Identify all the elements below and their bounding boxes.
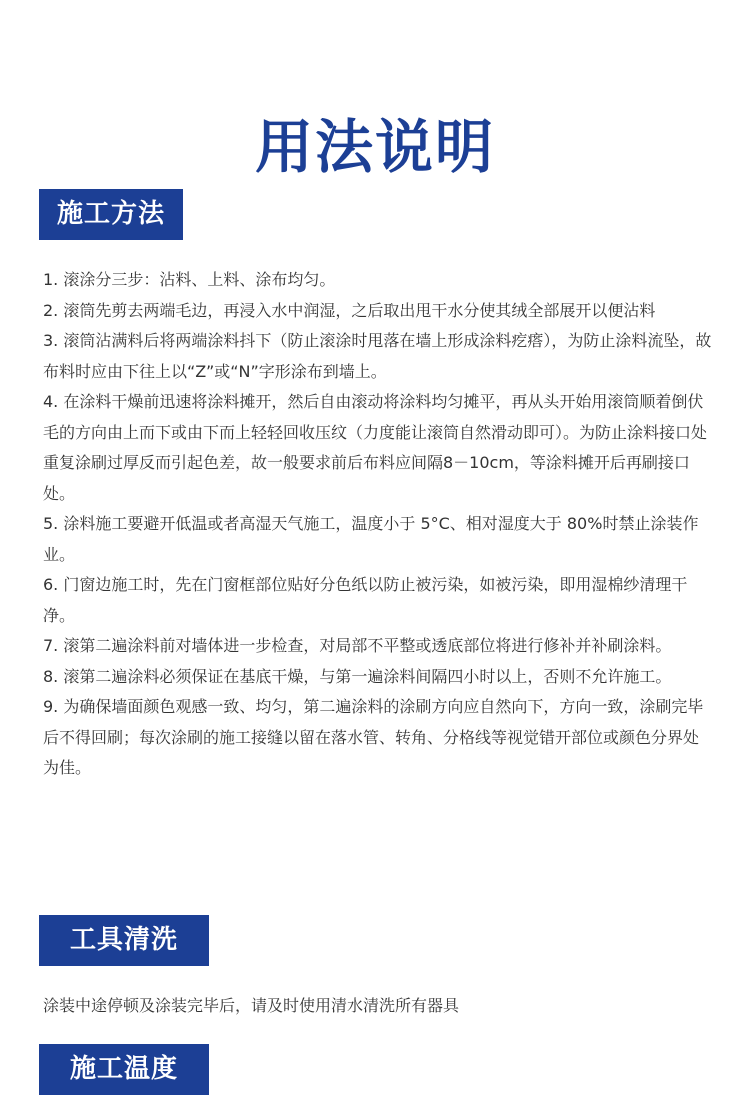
section-heading-cleaning: 工具清洗 xyxy=(39,915,209,966)
method-step-6: 6. 门窗边施工时，先在门窗框部位贴好分色纸以防止被污染，如被污染，即用湿棉纱清理干净。 xyxy=(43,575,688,625)
method-step-2: 2. 滚筒先剪去两端毛边，再浸入水中润湿，之后取出甩干水分使其绒全部展开以便沾料 xyxy=(43,300,656,320)
method-step-1: 1. 滚涂分三步：沾料、上料、涂布均匀。 xyxy=(43,270,336,289)
cleaning-text: 涂装中途停顿及涂装完毕后，请及时使用清水清洗所有器具 xyxy=(43,996,460,1015)
method-step-4: 4. 在涂料干燥前迅速将涂料摊开，然后自由滚动将涂料均匀摊平，再从头开始用滚筒顺着倒伏毛的方向由上而下或由下而上轻轻回收压纹（力度能让滚筒自然滑动即可）。为防止涂料接口处重复涂刷过厚反而引起色差，故一般要求前后布料应间隔8－10cm，等涂料摊开后再刷接口处。 xyxy=(43,392,708,503)
method-step-7: 7. 滚第二遍涂料前对墙体进一步检查，对局部不平整或透底部位将进行修补并补刷涂料。 xyxy=(43,636,672,655)
method-step-9: 9. 为确保墙面颜色观感一致、均匀，第二遍涂料的涂刷方向应自然向下，方向一致，涂刷完毕后不得回刷；每次涂刷的施工接缝以留在落水管、转角、分格线等视觉错开部位或颜色分界处为佳。 xyxy=(43,697,704,777)
page-title: 用法说明 xyxy=(254,112,495,181)
method-steps-list xyxy=(43,265,713,784)
method-step-3: 3. 滚筒沾满料后将两端涂料抖下（防止滚涂时甩落在墙上形成涂料疙瘩），为防止涂料流坠，故布料时应由下往上以“Z”或“N”字形涂布到墙上。 xyxy=(43,331,712,381)
section-heading-temperature: 施工温度 xyxy=(39,1044,209,1095)
method-step-8: 8. 滚第二遍涂料必须保证在基底干燥，与第一遍涂料间隔四小时以上，否则不允许施工。 xyxy=(43,666,672,686)
section-heading-method: 施工方法 xyxy=(39,189,183,240)
method-step-5: 5. 涂料施工要避开低温或者高湿天气施工，温度小于 5°C、相对湿度大于 80%时禁止涂装作业。 xyxy=(43,514,699,564)
